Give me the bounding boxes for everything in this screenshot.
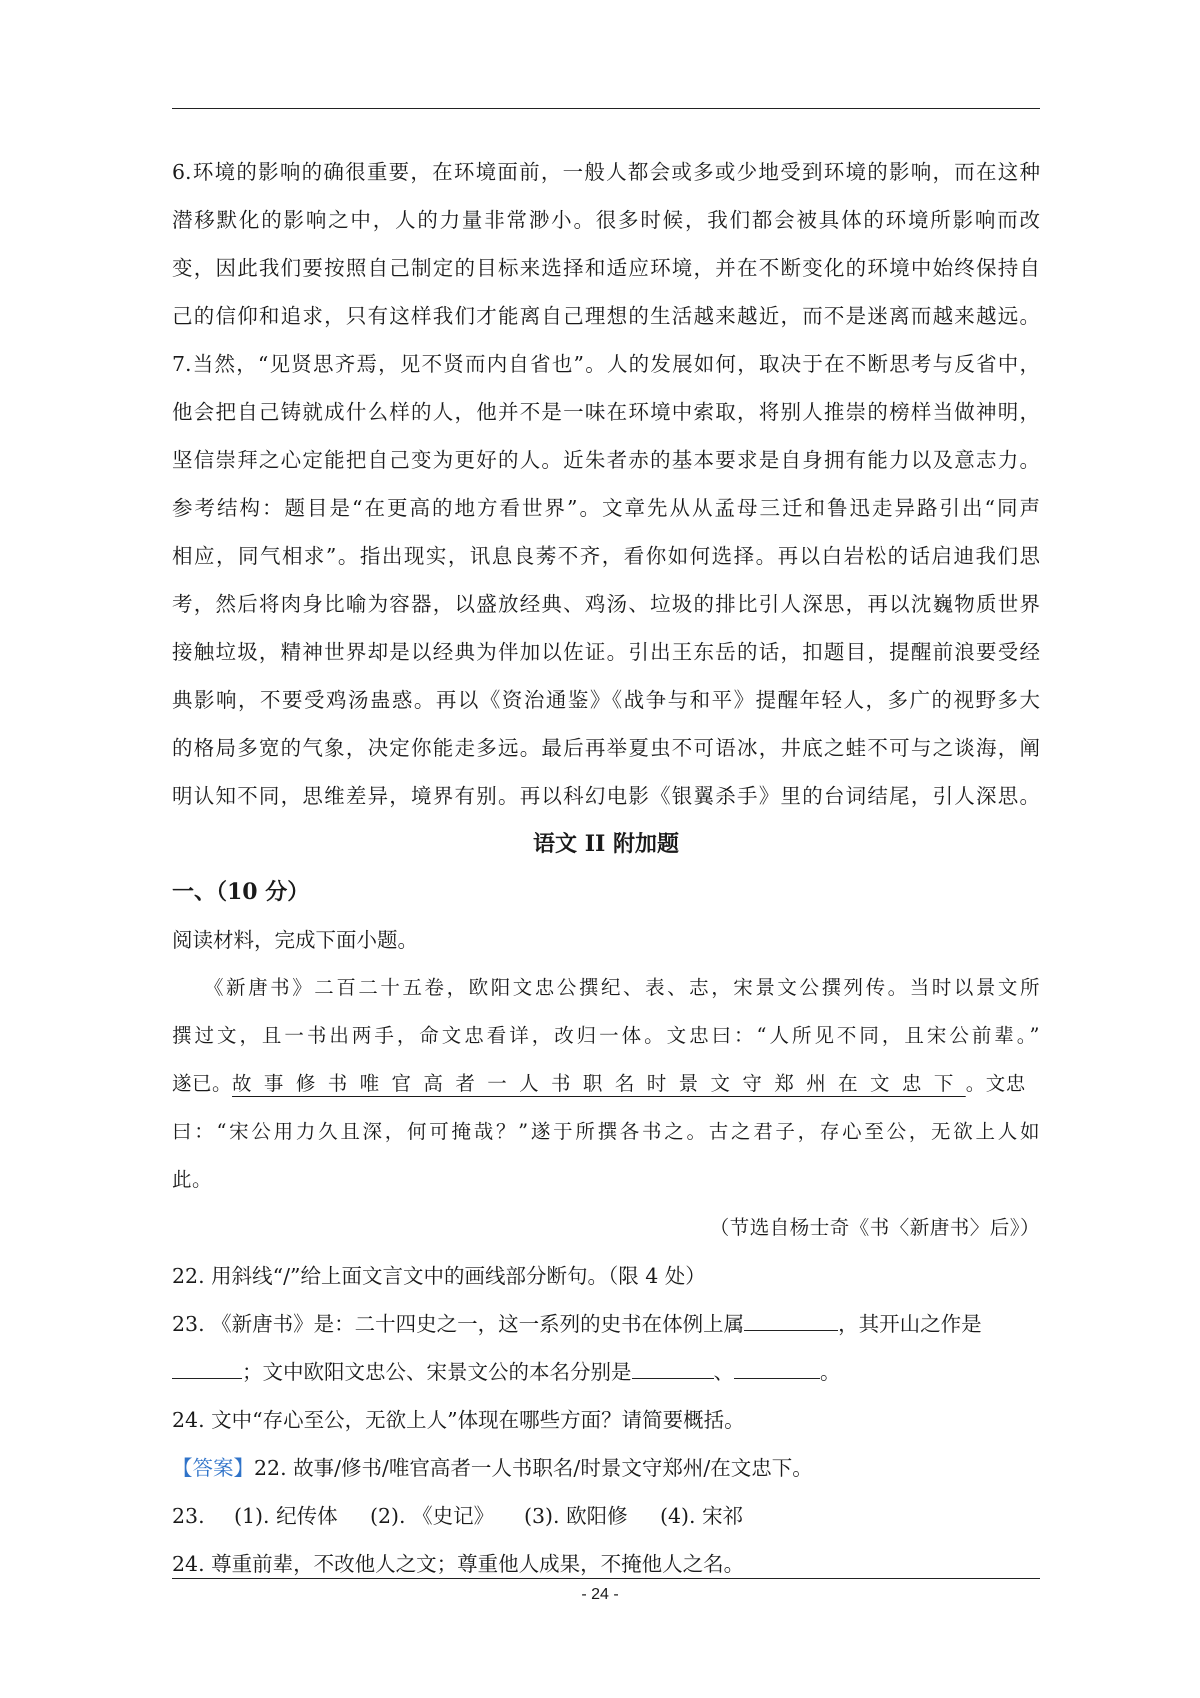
answer-item: (4). 宋祁 — [660, 1504, 744, 1528]
answer-tag: 【答案】 — [172, 1456, 254, 1480]
footer-rule — [172, 1578, 1040, 1579]
text-line: 典影响，不要受鸡汤蛊惑。再以《资治通鉴》《战争与和平》提醒年轻人，多广的视野多大 — [172, 688, 1040, 712]
passage-text: 。文忠 — [965, 1072, 1026, 1095]
answer-item: (3). 欧阳修 — [524, 1504, 628, 1528]
passage-line: 此。 — [172, 1168, 213, 1191]
text-line: 6.环境的影响的确很重要，在环境面前，一般人都会或多或少地受到环境的影响，而在这种 — [172, 160, 1040, 184]
question-text: ；文中欧阳文忠公、宋景文公的本名分别是 — [242, 1360, 632, 1384]
section-title: 语文 II 附加题 — [533, 831, 679, 857]
text-line: 潜移默化的影响之中，人的力量非常渺小。很多时候，我们都会被具体的环境所影响而改 — [172, 208, 1040, 232]
essay-paragraph-6 — [172, 148, 1040, 340]
text-line: 明认知不同，思维差异，境界有别。再以科幻电影《银翼杀手》里的台词结尾，引人深思。 — [172, 784, 1040, 808]
text-line: 坚信崇拜之心定能把自己变为更好的人。近朱者赤的基本要求是自身拥有能力以及意志力。 — [172, 448, 1040, 472]
question-23-cont — [172, 1348, 1040, 1396]
essay-paragraph-7 — [172, 340, 1040, 484]
instruction: 阅读材料，完成下面小题。 — [172, 928, 418, 952]
text-line: 参考结构：题目是“在更高的地方看世界”。文章先从从孟母三迁和鲁迅走异路引出“同声 — [172, 496, 1040, 520]
text-line: 考，然后将肉身比喻为容器，以盛放经典、鸡汤、垃圾的排比引人深思，再以沈巍物质世界 — [172, 592, 1040, 616]
passage-line: 《新唐书》二百二十五卷，欧阳文忠公撰纪、表、志，宋景文公撰列传。当时以景文所 — [204, 976, 1040, 999]
passage-line: 撰过文，且一书出两手，命文忠看详，改归一体。文忠曰：“人所见不同，且宋公前辈。” — [172, 1024, 1040, 1047]
answer-24: 24. 尊重前辈，不改他人之文；尊重他人成果，不掩他人之名。 — [172, 1552, 745, 1576]
reference-structure — [172, 484, 1040, 820]
text-line: 己的信仰和追求，只有这样我们才能离自己理想的生活越来越近，而不是迷离而越来越远。 — [172, 304, 1040, 328]
question-text: 、 — [713, 1360, 734, 1384]
answer-item: (2). 《史记》 — [370, 1504, 495, 1528]
question-text: ，其开山之作是 — [838, 1312, 982, 1336]
passage-line — [172, 1060, 1040, 1108]
passage-text: 遂已。 — [172, 1072, 233, 1095]
text-line: 7.当然，“见贤思齐焉，见不贤而内自省也”。人的发展如何，取决于在不断思考与反省中， — [172, 352, 1040, 376]
question-24: 24. 文中“存心至公，无欲上人”体现在哪些方面？请简要概括。 — [172, 1408, 745, 1432]
answer-text: 22. 故事/修书/唯官高者一人书职名/时景文守郑州/在文忠下。 — [254, 1456, 813, 1480]
page-content — [172, 148, 1040, 1588]
text-line: 接触垃圾，精神世界却是以经典为伴加以佐证。引出王东岳的话，扣题目，提醒前浪要受经 — [172, 640, 1040, 664]
answer-blank[interactable] — [734, 1352, 820, 1379]
page-number: - 24 - — [581, 1586, 619, 1603]
underlined-passage: 故事修书唯官高者一人书职名时景文守郑州在文忠下 — [232, 1072, 966, 1095]
answer-number: 23. — [172, 1504, 205, 1528]
passage-line: 曰：“宋公用力久且深，何可掩哉？”遂于所撰各书之。古之君子，存心至公，无欲上人如 — [172, 1120, 1040, 1143]
text-line: 的格局多宽的气象，决定你能走多远。最后再举夏虫不可语冰，井底之蛙不可与之谈海，阐 — [172, 736, 1040, 760]
answer-22 — [172, 1444, 1040, 1492]
answer-23 — [172, 1492, 1040, 1540]
answer-item: (1). 纪传体 — [234, 1504, 338, 1528]
text-line: 他会把自己铸就成什么样的人，他并不是一味在环境中索取，将别人推崇的榜样当做神明， — [172, 400, 1040, 424]
question-text: 。 — [820, 1360, 841, 1384]
question-22: 22. 用斜线“/”给上面文言文中的画线部分断句。（限 4 处） — [172, 1264, 706, 1288]
part-heading: 一、（10 分） — [172, 879, 310, 905]
answer-blank[interactable] — [744, 1304, 838, 1331]
text-line: 相应，同气相求”。指出现实，讯息良莠不齐，看你如何选择。再以白岩松的话启迪我们思 — [172, 544, 1040, 568]
question-text: 23. 《新唐书》是：二十四史之一，这一系列的史书在体例上属 — [172, 1312, 745, 1336]
question-23 — [172, 1300, 1040, 1348]
classical-passage — [172, 964, 1040, 1252]
passage-source: （节选自杨士奇《书〈新唐书〉后》） — [709, 1216, 1040, 1239]
answer-blank[interactable] — [632, 1352, 714, 1379]
header-rule — [172, 108, 1040, 109]
answer-blank[interactable] — [172, 1352, 242, 1379]
text-line: 变，因此我们要按照自己制定的目标来选择和适应环境，并在不断变化的环境中始终保持自 — [172, 256, 1040, 280]
